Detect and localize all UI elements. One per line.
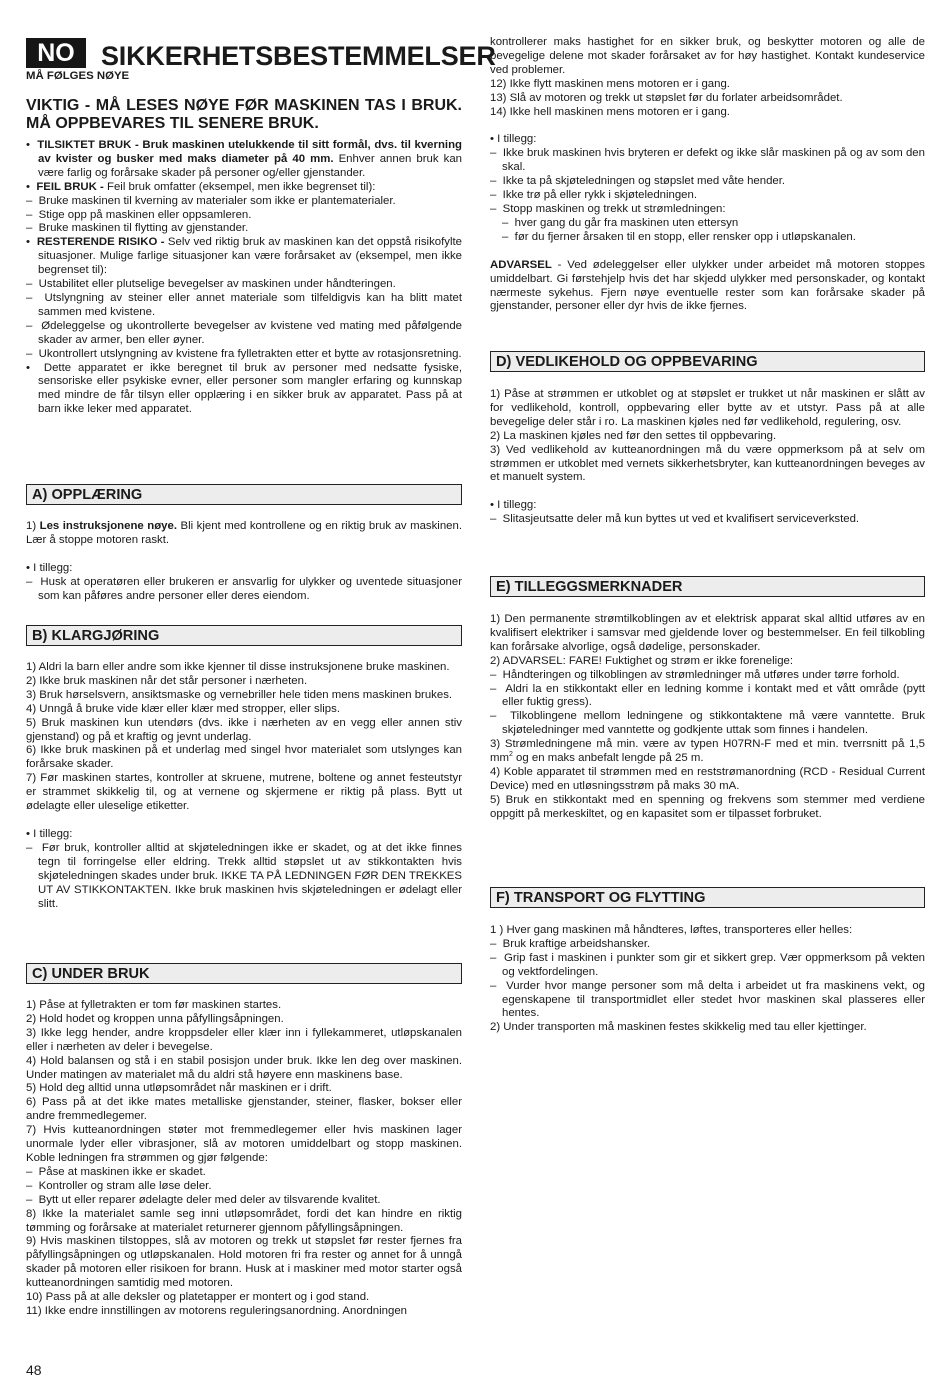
dash-text: Grip fast i maskinen i punkter som gir et sikkert grep. Vær oppmerksom på vekten og vektfordelingen. (502, 951, 926, 978)
section-d-item: 1) Påse at strømmen er utkoblet og at støpslet er trukket ut når maskinen er slått av for vedlikehold, kontroll, oppbevaring eller bytte av et utstyr. Pass på at alle bevegelige deler står i ro. La maskinen kjøles ned før vedlikehold, regulering, osv. (490, 388, 925, 428)
section-a-dash: – Husk at operatøren eller brukeren er ansvarlig for ulykker og uventede situasjoner som kan påføres andre personer eller deres eiendom. (26, 575, 463, 602)
residual-risk-text: Selv ved riktig bruk av maskinen kan det oppstå risikofylte situasjoner. Mulige farlige situasjoner kan være forårsaket av (eksempel, men ikke begrenset til): (38, 236, 462, 277)
section-b-item: 4) Unngå å bruke vide klær eller klær med stropper, eller slips. (26, 702, 341, 715)
section-f-item: 1 ) Hver gang maskinen må håndteres, løftes, transporteres eller helles: (490, 924, 853, 936)
section-e-heading: E) TILLEGGSMERKNADER (490, 576, 925, 597)
section-c-dash: – Ikke bruk maskinen hvis bryteren er defekt og ikke slår maskinen på og av som den skal. (490, 147, 925, 174)
section-c-item: 8) Ikke la materialet samle seg inni utløpsområdet, fordi det kan hindre en riktig tømming og forårsake at materialet returnerer gjennom påfyllingsåpningen. (26, 1207, 462, 1234)
section-d-item: 3) Ved vedlikehold av kutteanordningen må du være oppmerksom på at selv om strømmen er utkoblet med vernets sikkerhetsbryter, kan kutteanordningen beveges av et manuelt system. (490, 443, 925, 484)
item-number: 1) (26, 520, 40, 532)
misuse-item: – Bruke maskinen til flytting av gjenstander. (26, 222, 249, 235)
appliance-note-text: Dette apparatet er ikke beregnet til bruk av personer med nedsatte fysiske, sensoriske eller psykiske evner, eller personer som mangler erfaring og kunnskap med mindre de får tilsyn eller opplæring i en sikker bruk av apparatet. Pass på at barn ikke leker med apparatet. (38, 361, 462, 416)
section-c-dash: – Stopp maskinen og trekk ut strømledningen: (490, 202, 726, 215)
section-c-heading: C) UNDER BRUK (26, 963, 462, 984)
section-c-item: 6) Pass på at det ikke mates metalliske gjenstander, steiner, flasker, bokser eller andre fremmedlegemer. (26, 1096, 462, 1123)
section-c-item: 10) Pass på at alle deksler og platetapper er montert og i god stand. (26, 1291, 370, 1304)
section-c-continued (490, 36, 925, 314)
section-b-body (26, 661, 462, 911)
section-d-heading: D) VEDLIKEHOLD OG OPPBEVARING (490, 351, 925, 372)
section-b-heading: B) KLARGJØRING (26, 625, 462, 646)
section-c-dash: – Ikke ta på skjøteledningen og støpslet med våte hender. (490, 175, 786, 188)
section-d-item: 2) La maskinen kjøles ned før den settes til oppbevaring. (490, 429, 777, 442)
in-addition: • I tillegg: (490, 499, 537, 512)
dash-text: Kontroller og stram alle løse deler. (38, 1179, 212, 1192)
section-c-item: 4) Hold balansen og stå i en stabil posisjon under bruk. Ikke len deg over maskinen. Under matingen av materialet må du aldri stå høyere enn maskinens base. (26, 1054, 462, 1081)
risk-item-text: Utslyngning av steiner eller annet materiale som tilfeldigvis kan ha blitt matet sammen med kvistene. (38, 291, 462, 318)
section-c-item: 9) Hvis maskinen tilstoppes, slå av motoren og trekk ut støpslet før rester fjernes fra påfyllingsåpningen og utløpskanalen. Hold motoren fri fra rester og annet for å unngå skader på motoren eller risikoen for brann. Husk at i maskiner med motor starter også kutteanordningen samtidig med motoren. (26, 1235, 462, 1290)
subdash-text: før du fjerner årsaken til en stopp, eller rensker opp i utløpskanalen. (514, 230, 856, 243)
important-warning: VIKTIG - MÅ LESES NØYE FØR MASKINEN TAS I BRUK. MÅ OPPBEVARES TIL SENERE BRUK. (26, 97, 462, 132)
intro-block (26, 139, 462, 417)
section-f-dash: – Grip fast i maskinen i punkter som gir et sikkert grep. Vær oppmerksom på vekten og vektfordelingen. (490, 951, 926, 978)
risk-item: – Ødeleggelse og ukontrollerte bevegelser av kvistene ved mating med påfølgende skader av armer, ben eller øyner. (26, 319, 462, 346)
section-c-item: 13) Slå av motoren og trekk ut støpslet før du forlater arbeidsområdet. (490, 91, 843, 104)
risk-item: – Ustabilitet eller plutselige bevegelser av maskinen under håndteringen. (26, 278, 396, 291)
intended-use: • TILSIKTET BRUK - Bruk maskinen utelukkende til sitt formål, dvs. til kverning av kvister og busker med maks diameter på 40 mm. Enhver annen bruk kan være farlig og forårsake skader på personer og/eller gjenstander. (26, 139, 462, 179)
section-c-continuation: kontrollerer maks hastighet for en sikker bruk, og beskytter motoren og alle de bevegelige delene mot skader forårsaket av for høy hastighet. Kontakt kundeservice ved problemer. (490, 36, 925, 76)
dash-text: Ikke bruk maskinen hvis bryteren er defekt og ikke slår maskinen på og av som den skal. (502, 147, 925, 174)
residual-risk: • RESTERENDE RISIKO - Selv ved riktig bruk av maskinen kan det oppstå risikofylte situasjoner. Mulige farlige situasjoner kan være forårsaket av (eksempel, men ikke begrenset til): (26, 236, 462, 277)
dash-text: Tilkoblingene mellom ledningene og stikkontaktene må være vanntette. Bruk skjøteledninger med vanntette og godkjente uttak som finnes i handelen. (502, 710, 925, 737)
section-c-dash: – Kontroller og stram alle løse deler. (26, 1179, 212, 1192)
dash-text: Slitasjeutsatte deler må kun byttes ut ved et kvalifisert serviceverksted. (502, 513, 860, 526)
item-text: og en maks anbefalt lengde på 25 m. (512, 752, 704, 765)
section-a-item (26, 520, 462, 548)
subdash-text: hver gang du går fra maskinen uten ettersyn (514, 216, 739, 229)
section-f-dash: – Vurder hvor mange personer som må delta i arbeidet ut fra maskinens vekt, og egenskapene til transportmidlet eller stedet hvor maskinen skal plasseres eller hentes. (490, 979, 925, 1020)
section-c-item: 1) Påse at fylletrakten er tom før maskinen startes. (26, 999, 282, 1011)
dash-text: Bruk kraftige arbeidshansker. (502, 937, 651, 950)
section-b-item: 1) Aldri la barn eller andre som ikke kjenner til disse instruksjonene bruke maskinen. (26, 661, 450, 673)
misuse-item: – Bruke maskinen til kverning av materialer som ikke er plantematerialer. (26, 194, 396, 207)
section-c-body (26, 999, 462, 1319)
section-c-dash: – Bytt ut eller reparer ødelagte deler med deler av tilsvarende kvalitet. (26, 1193, 381, 1206)
section-c-item: 14) Ikke hell maskinen mens motoren er i gang. (490, 105, 730, 118)
section-a-body (26, 520, 462, 604)
section-e-item: 2) ADVARSEL: FARE! Fuktighet og strøm er ikke forenelige: (490, 654, 794, 667)
section-d-body (490, 388, 925, 527)
misuse-text: Feil bruk omfatter (eksempel, men ikke begrenset til): (103, 180, 376, 193)
item-text: 3) Strømledningene må min. være av typen H07RN-F med et min. tverrsnitt på 1,5 mm (490, 738, 925, 765)
section-c-item: 12) Ikke flytt maskinen mens motoren er i gang. (490, 77, 730, 90)
in-addition: • I tillegg: (490, 133, 537, 146)
risk-item: – Utslyngning av steiner eller annet materiale som tilfeldigvis kan ha blitt matet sammen med kvistene. (26, 291, 462, 318)
section-e-item: 5) Bruk en stikkontakt med en spenning og frekvens som stemmer med verdiene oppgitt på merkeskiltet, og en kapasitet som er tilpasset forbruket. (490, 793, 925, 820)
dash-text: Aldri la en stikkontakt eller en ledning komme i kontakt med et vått område (pytt eller fuktig gress). (502, 682, 926, 709)
page-title: SIKKERHETSBESTEMMELSER (101, 41, 496, 71)
risk-item-text: Ukontrollert utslyngning av kvistene fra fylletrakten etter et bytte av rotasjonsretning. (38, 347, 462, 360)
page-number: 48 (26, 1362, 42, 1378)
risk-item-text: Ustabilitet eller plutselige bevegelser av maskinen under håndteringen. (38, 278, 396, 291)
section-f-body (490, 924, 925, 1035)
section-e-dash: – Tilkoblingene mellom ledningene og stikkontaktene må være vanntette. Bruk skjøteledninger med vanntette og godkjente uttak som finnes i handelen. (490, 710, 925, 737)
section-c-dash: – Påse at maskinen ikke er skadet. (26, 1165, 206, 1178)
section-e-body (490, 613, 925, 822)
intended-use-text: Enhver annen bruk kan være farlig og forårsake skader på personer og/eller gjenstander. (38, 152, 462, 179)
dash-text: Stopp maskinen og trekk ut strømledningen: (502, 202, 726, 215)
risk-item-text: Ødeleggelse og ukontrollerte bevegelser av kvistene ved mating med påfølgende skader av armer, ben eller øyner. (38, 319, 462, 346)
section-e-dash: – Aldri la en stikkontakt eller en ledning komme i kontakt med et vått område (pytt eller fuktig gress). (490, 682, 926, 709)
section-c-item: 5) Hold deg alltid unna utløpsområdet når maskinen er i drift. (26, 1082, 332, 1095)
section-b-item: 7) Før maskinen startes, kontroller at skruene, mutrene, boltene og annet festeutstyr er strammet skikkelig til, og at vernene og skjermene er riktig på plass. Bytt ut ødelagte eller uleselige etiketter. (26, 772, 462, 813)
in-addition: • I tillegg: (26, 827, 73, 840)
section-c-item: 2) Hold hodet og kroppen unna påfyllingsåpningen. (26, 1012, 284, 1025)
warning-label: ADVARSEL (490, 258, 552, 271)
section-c-subdash: – hver gang du går fra maskinen uten ettersyn (502, 216, 739, 229)
dash-text: Husk at operatøren eller brukeren er ansvarlig for ulykker og uventede situasjoner som kan påføres andre personer eller deres eiendom. (38, 575, 463, 602)
superscript: 2 (508, 751, 513, 759)
section-b-item: 2) Ikke bruk maskinen når det står personer i nærheten. (26, 674, 308, 687)
section-e-item (490, 738, 925, 766)
risk-item: – Ukontrollert utslyngning av kvistene fra fylletrakten etter et bytte av rotasjonsretning. (26, 347, 462, 360)
section-b-item: 5) Bruk maskinen kun utendørs (dvs. ikke i nærheten av en vegg eller annen stiv gjenstand) og på et kraftig og jevnt underlag. (26, 716, 462, 743)
item-text: Bli kjent med kontrollene og en riktig bruk av maskinen. Lær å stoppe motoren raskt. (26, 520, 463, 546)
dash-text: Før bruk, kontroller alltid at skjøteledningen ikke er skadet, og at det ikke finnes tegn til forringelse eller eldring. Trekk alltid støpslet ut av stikkontakten hvis skjøteledningen skades under bruk. IKKE TA PÅ LEDNINGEN FØR DEN TREKKES UT AV STIKKONTAKTEN. Ikke bruk maskinen hvis skjøteledningen er ødelagt eller slitt. (38, 841, 462, 910)
intended-use-label: TILSIKTET BRUK - Bruk maskinen utelukkende til sitt formål, dvs. til kverning av kvister og busker med maks diameter på 40 mm. (37, 139, 462, 165)
dash-text: Ikke trø på eller rykk i skjøteledningen. (502, 189, 698, 202)
in-addition: • I tillegg: (26, 561, 73, 574)
section-c-item: 3) Ikke legg hender, andre kroppsdeler eller klær inn i fyllekammeret, utløpskanalen eller i nærheten av deler i bevegelse. (26, 1026, 462, 1053)
dash-text: Ikke ta på skjøteledningen og støpslet med våte hender. (502, 175, 786, 188)
section-b-item: 3) Bruk hørselsvern, ansiktsmaske og vernebriller hele tiden mens maskinen brukes. (26, 688, 453, 701)
dash-text: Håndteringen og tilkoblingen av strømledninger må utføres under tørre forhold. (502, 668, 900, 681)
section-f-dash: – Bruk kraftige arbeidshansker. (490, 937, 651, 950)
residual-risk-label: RESTERENDE RISIKO - (36, 236, 165, 249)
misuse-item-text: Bruke maskinen til kverning av materialer som ikke er plantematerialer. (38, 194, 396, 207)
warning-text: - Ved ødeleggelser eller ulykker under arbeidet må motoren stoppes umiddelbart. Gi førstehjelp hvis det har skjedd ulykker med personskader, og kontakt nærmeste sykehus. Fjern nøye eventuelle rester som kan forårsake skader på gjenstander, personer eller dyr hvis de ikke fjernes. (490, 258, 925, 313)
section-e-dash: – Håndteringen og tilkoblingen av strømledninger må utføres under tørre forhold. (490, 668, 900, 681)
misuse-item: – Stige opp på maskinen eller oppsamleren. (26, 208, 252, 221)
section-c-subdash: – før du fjerner årsaken til en stopp, eller rensker opp i utløpskanalen. (502, 230, 856, 243)
section-c-item: 11) Ikke endre innstillingen av motorens reguleringsanordning. Anordningen (26, 1304, 407, 1317)
section-f-heading: F) TRANSPORT OG FLYTTING (490, 887, 925, 908)
page-subtitle: MÅ FØLGES NØYE (26, 70, 130, 82)
appliance-note: • Dette apparatet er ikke beregnet til bruk av personer med nedsatte fysiske, sensoriske eller psykiske evner, eller personer som mangler erfaring og kunnskap med mindre de får tilsyn eller opplæring i en sikker bruk av apparatet. Pass på at barn ikke leker med apparatet. (26, 361, 462, 416)
misuse-label: FEIL BRUK - (36, 180, 104, 193)
section-a-heading: A) OPPLÆRING (26, 484, 462, 505)
section-e-item: 4) Koble apparatet til strømmen med en reststrømanordning (RCD - Residual Current Device) med en utløsningsstrøm på maks 30 mA. (490, 765, 925, 792)
misuse: • FEIL BRUK - Feil bruk omfatter (eksempel, men ikke begrenset til): (26, 180, 376, 193)
section-b-dash: – Før bruk, kontroller alltid at skjøteledningen ikke er skadet, og at det ikke finnes tegn til forringelse eller eldring. Trekk alltid støpslet ut av stikkontakten hvis skjøteledningen skades under bruk. IKKE TA PÅ LEDNINGEN FØR DEN TREKKES UT AV STIKKONTAKTEN. Ikke bruk maskinen hvis skjøteledningen er ødelagt eller slitt. (26, 841, 462, 910)
section-f-item: 2) Under transporten må maskinen festes skikkelig med tau eller kjettinger. (490, 1021, 867, 1034)
warning-paragraph (490, 259, 925, 315)
dash-text: Vurder hvor mange personer som må delta i arbeidet ut fra maskinens vekt, og egenskapene til transportmidlet eller stedet hvor maskinen skal plasseres eller hentes. (502, 979, 925, 1020)
dash-text: Påse at maskinen ikke er skadet. (38, 1165, 206, 1178)
item-bold: Les instruksjonene nøye. (39, 520, 178, 532)
language-badge: NO (26, 38, 86, 68)
misuse-item-text: Bruke maskinen til flytting av gjenstander. (38, 222, 249, 235)
section-d-dash: – Slitasjeutsatte deler må kun byttes ut ved et kvalifisert serviceverksted. (490, 513, 860, 526)
section-e-item: 1) Den permanente strømtilkoblingen av et elektrisk apparat skal alltid utføres av en kvalifisert elektriker i samsvar med gjeldende lover og bestemmelser. En feil tilkobling kan forårsake alvorlige, også dødelige, personskader. (490, 613, 925, 653)
section-c-item: 7) Hvis kutteanordningen støter mot fremmedlegemer eller hvis maskinen lager unormale lyder eller vibrasjoner, slå av motoren umiddelbart og stopp maskinen. Koble ledningen fra strømmen og gjør følgende: (26, 1124, 462, 1164)
section-b-item: 6) Ikke bruk maskinen på et underlag med singel hvor materialet som utslynges kan forårsake skader. (26, 744, 462, 771)
dash-text: Bytt ut eller reparer ødelagte deler med deler av tilsvarende kvalitet. (38, 1193, 381, 1206)
misuse-item-text: Stige opp på maskinen eller oppsamleren. (38, 208, 252, 221)
section-c-dash: – Ikke trø på eller rykk i skjøteledningen. (490, 189, 698, 202)
